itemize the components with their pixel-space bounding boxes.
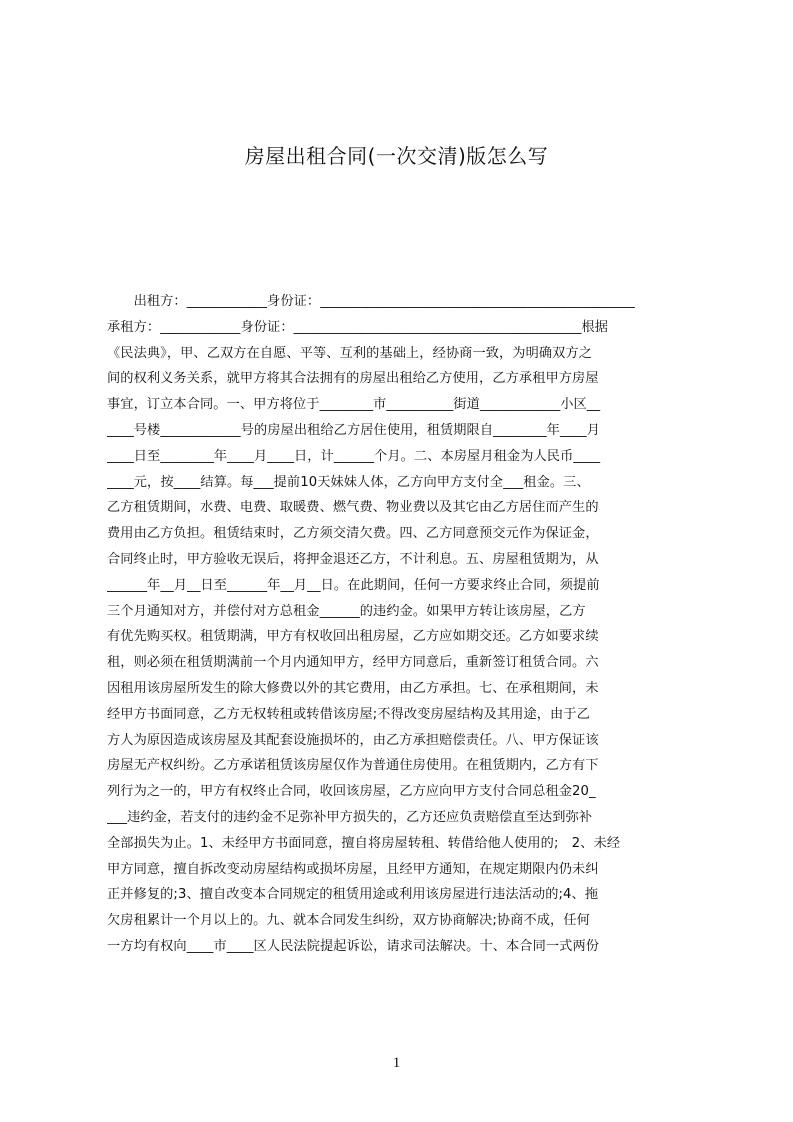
body-line: 经甲方书面同意，乙方无权转租或转借该房屋;不得改变房屋结构及其用途，由于乙 [107,706,590,722]
body-line: ____元，按____结算。每___提前10天妹妹人体，乙方向甲方支付全___租金。三、 [107,474,590,490]
body-line: ______年__月__日至______年__月__日。在此期间，任何一方要求终止合同，须提前 [107,577,600,593]
body-line: 间的权利义务关系，就甲方将其合法拥有的房屋出租给乙方使用，乙方承租甲方房屋 [107,371,599,387]
body-line: 三个月通知对方，并偿付对方总租金______的违约金。如果甲方转让该房屋，乙方 [107,603,586,619]
body-line: 全部损失为止。1、未经甲方书面同意，擅自将房屋转租、转借给他人使用的; 2、未经 [107,835,621,851]
body-line: 方人为原因造成该房屋及其配套设施损坏的，由乙方承担赔偿责任。八、甲方保证该 [107,732,599,748]
page-number: 1 [392,1055,401,1071]
body-line: 一方均有权向____市____区人民法院提起诉讼，请求司法解决。十、本合同一式两份 [107,938,600,954]
body-line: 乙方租赁期间，水费、电费、取暖费、燃气费、物业费以及其它由乙方居住而产生的 [107,500,599,516]
body-line: 租，则必须在租赁期满前一个月内通知甲方，经甲方同意后，重新签订租赁合同。六 [107,655,599,671]
body-line: ____日至________年____月____日，计______个月。二、本房屋月租金为人民币____ [107,448,601,464]
body-line: ___违约金，若支付的违约金不足弥补甲方损失的，乙方还应负责赔偿直至达到弥补 [107,809,593,825]
body-line: 因租用该房屋所发生的除大修费以外的其它费用，由乙方承担。七、在承租期间，未 [107,680,599,696]
body-line: 列行为之一的，甲方有权终止合同，收回该房屋，乙方应向甲方支付合同总租金20_ [107,784,596,800]
body-line: 事宜，订立本合同。一、甲方将位于________市__________街道____________小区__ [107,397,601,413]
body-line: 费用由乙方负担。租赁结束时，乙方须交清欠费。四、乙方同意预交元作为保证金， [107,526,599,542]
contract-body [107,289,699,960]
body-line: 房屋无产权纠纷。乙方承诺租赁该房屋仅作为普通住房使用。在租赁期内，乙方有下 [107,758,599,774]
document-title: 房屋出租合同(一次交清)版怎么写 [244,144,549,168]
body-line: 正并修复的;3、擅自改变本合同规定的租赁用途或利用该房屋进行违法活动的;4、拖 [107,887,599,903]
body-line: 承租方：____________身份证：___________________________________________根据 [107,319,609,335]
body-line: 甲方同意，擅自拆改变动房屋结构或损坏房屋，且经甲方通知，在规定期限内仍未纠 [107,861,599,877]
body-line: 出租方：____________身份证：_______________________________________________ [107,294,635,309]
body-line: ____号楼____________号的房屋出租给乙方居住使用，租赁期限自________年____月 [107,422,601,438]
body-line: 《民法典》，甲、乙双方在自愿、平等、互利的基础上，经协商一致，为明确双方之 [107,345,593,361]
body-line: 欠房租累计一个月以上的。九、就本合同发生纠纷，双方协商解决;协商不成，任何 [107,913,590,929]
body-line: 合同终止时，甲方验收无误后，将押金退还乙方，不计利息。五、房屋租赁期为，从 [107,551,599,567]
body-line: 有优先购买权。租赁期满，甲方有权收回出租房屋，乙方应如期交还。乙方如要求续 [107,629,599,645]
